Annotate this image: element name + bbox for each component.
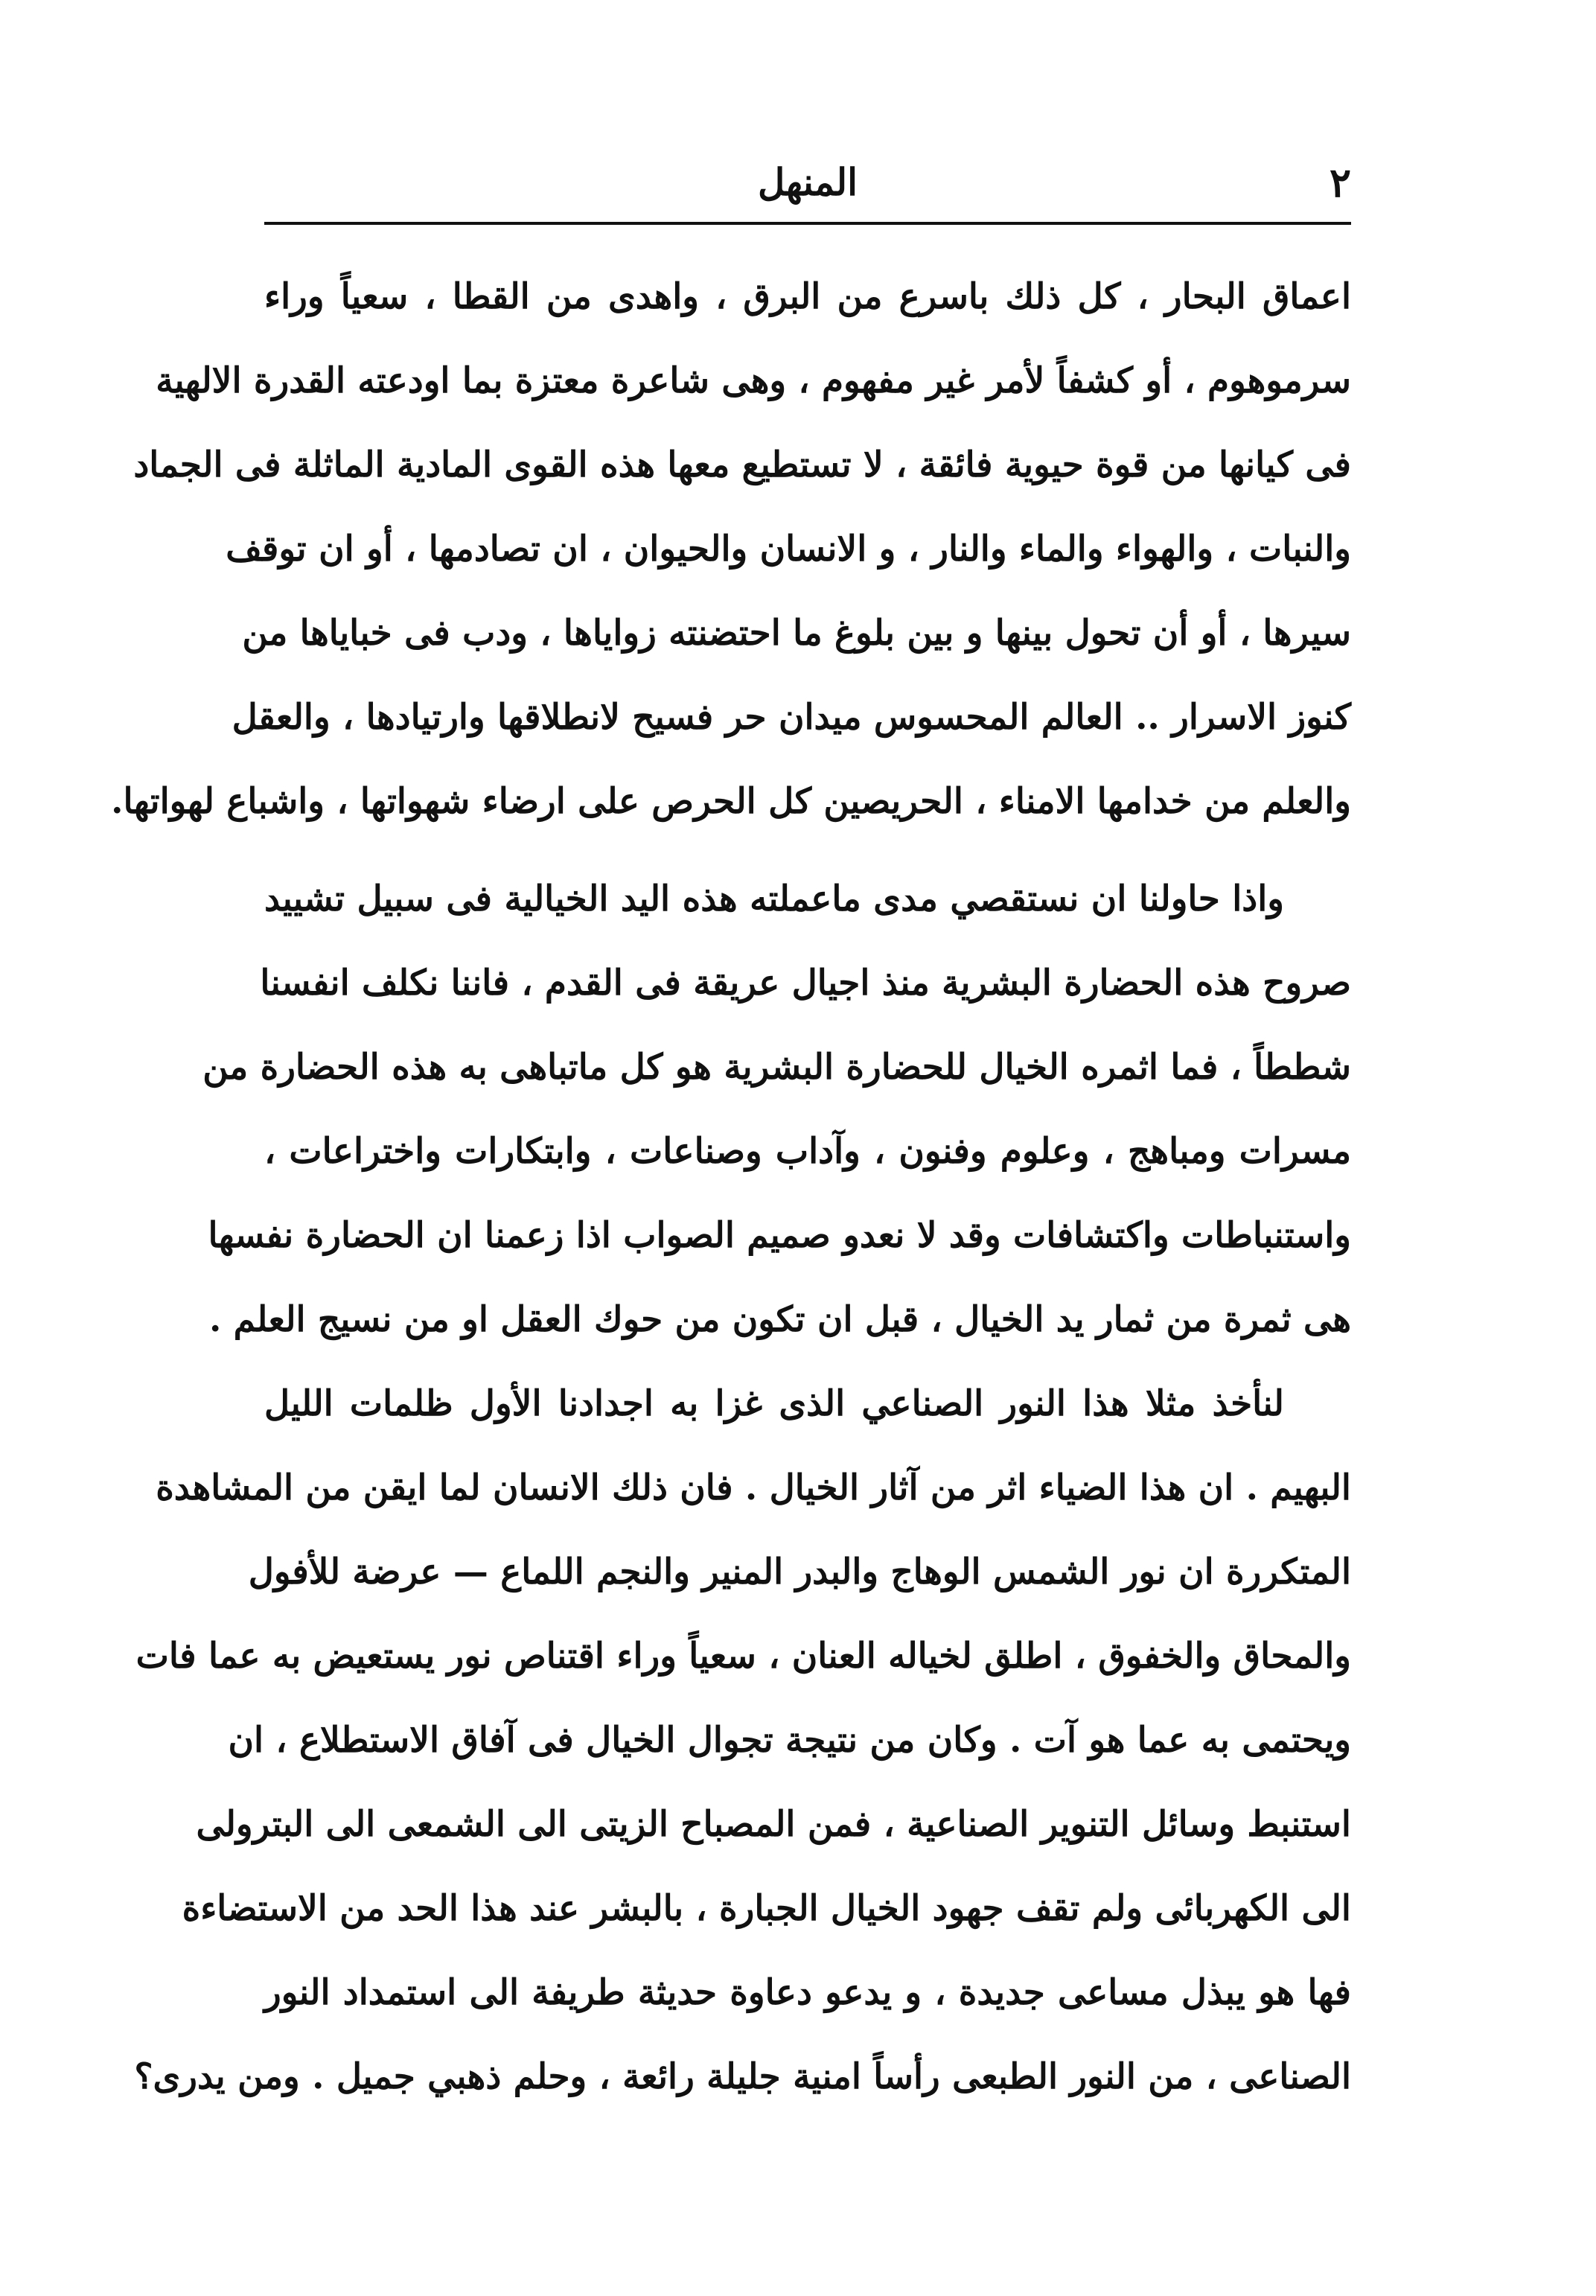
page-number: ٢ [1329, 159, 1351, 206]
paragraph [134, 1362, 1351, 2119]
text-line: مسرات ومباهج ، وعلوم وفنون ، وآداب وصناعات ، وابتكارات واختراعات ، [264, 1131, 1351, 1172]
paragraph [111, 255, 1351, 844]
paragraph [202, 857, 1351, 1362]
body-text [111, 255, 1351, 2119]
text-line: لنأخذ مثلا هذا النور الصناعي الذى غزا به اجدادنا الأول ظلمات الليل [264, 1383, 1284, 1424]
text-line: والعلم من خدامها الامناء ، الحريصين كل الحرص على ارضاء شهواتها ، واشباع لهواتها. [111, 781, 1351, 822]
paragraph-gap [264, 844, 1351, 857]
text-line: والنبات ، والهواء والماء والنار ، و الانسان والحيوان ، ان تصادمها ، أو ان توقف [226, 529, 1351, 570]
text-line: هى ثمرة من ثمار يد الخيال ، قبل ان تكون من حوك العقل او من نسيج العلم . [208, 1299, 1351, 1340]
text-line: الى الكهربائى ولم تقف جهود الخيال الجبارة ، بالبشر عند هذا الحد من الاستضاءة [182, 1888, 1351, 1929]
text-line: اعماق البحار ، كل ذلك باسرع من البرق ، واهدى من القطا ، سعياً وراء [264, 276, 1351, 317]
text-line: والمحاق والخفوق ، اطلق لخياله العنان ، سعياً وراء اقتناص نور يستعيض به عما فات [135, 1636, 1351, 1677]
text-line: البهيم . ان هذا الضياء اثر من آثار الخيال . فان ذلك الانسان لما ايقن من المشاهدة [156, 1467, 1351, 1508]
running-head: المنهل [757, 160, 858, 204]
text-line: فها هو يبذل مساعى جديدة ، و يدعو دعاوة حديثة طريفة الى استمداد النور [264, 1972, 1351, 2013]
text-line: شططاً ، فما اثمره الخيال للحضارة البشرية هو كل ماتباهى به هذه الحضارة من [202, 1047, 1351, 1088]
text-line: كنوز الاسرار .. العالم المحسوس ميدان حر فسيح لانطلاقها وارتيادها ، والعقل [232, 697, 1351, 738]
text-line: الصناعى ، من النور الطبعى رأساً امنية جليلة رائعة ، وحلم ذهبي جميل . ومن يدرى؟ [134, 2056, 1351, 2097]
text-line: واستنباطات واكتشافات وقد لا نعدو صميم الصواب اذا زعمنا ان الحضارة نفسها [208, 1215, 1351, 1256]
page-header [264, 153, 1351, 212]
text-line: استنبط وسائل التنوير الصناعية ، فمن المصباح الزيتى الى الشمعى الى البترولى [196, 1804, 1351, 1845]
header-rule [264, 222, 1351, 225]
text-line: المتكررة ان نور الشمس الوهاج والبدر المنير والنجم اللماع — عرضة للأفول [248, 1552, 1351, 1592]
text-line: ويحتمى به عما هو آت . وكان من نتيجة تجوال الخيال فى آفاق الاستطلاع ، ان [228, 1720, 1351, 1761]
text-line: واذا حاولنا ان نستقصي مدى ماعملته هذه اليد الخيالية فى سبيل تشييد [264, 878, 1284, 919]
text-line: صروح هذه الحضارة البشرية منذ اجيال عريقة فى القدم ، فاننا نكلف انفسنا [260, 963, 1351, 1004]
text-line: سرموهوم ، أو كشفاً لأمر غير مفهوم ، وهى شاعرة معتزة بما اودعته القدرة الالهية [156, 360, 1351, 401]
text-line: فى كيانها من قوة حيوية فائقة ، لا تستطيع معها هذه القوى المادية الماثلة فى الجماد [133, 444, 1351, 485]
text-line: سيرها ، أو أن تحول بينها و بين بلوغ ما احتضنته زواياها ، ودب فى خباياها من [242, 613, 1351, 654]
